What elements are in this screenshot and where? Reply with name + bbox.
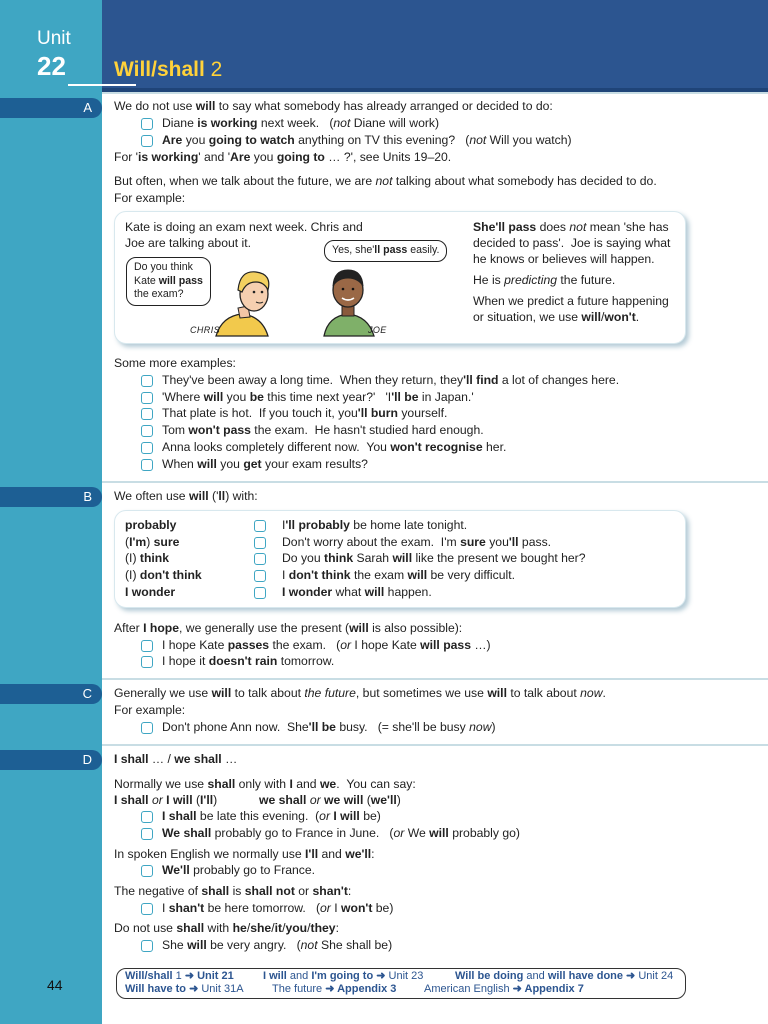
section-tab-a: A [0,98,102,118]
xref-will-going-to[interactable]: I will and I'm going to ➜ Unit 23 [263,970,424,982]
a-more-3: That plate is hot. If you touch it, you'll burn yourself. [141,405,447,422]
a-more-5: Anna looks completely different now. You won't recognise her. [141,439,506,456]
b-example-2: Don't worry about the exam. I'm sure you'll pass. [254,534,551,551]
d-example-5: She will be very angry. (not She shall be) [141,937,392,954]
caption-joe: JOE [368,325,387,335]
panel-text-1: Kate is doing an exam next week. Chris and [125,220,363,234]
a-more-examples: Some more examples: [114,356,236,370]
unit-underline [68,84,136,86]
a-more-6: When will you get your exam results? [141,456,368,473]
a-para-2: For example: [114,191,186,205]
page-title [114,57,222,83]
a-example-2: Are you going to watch anything on TV this evening? (not Will you watch) [141,132,572,149]
bubble-joe: Yes, she'll pass easily. [324,240,447,262]
a-more-1: They've been away a long time. When they return, they'll find a lot of changes here. [141,372,619,389]
divider-d [102,744,768,746]
d-example-3: We'll probably go to France. [141,862,315,879]
a-reference: For 'is working' and 'Are you going to … ?', see Units 19–20. [114,150,452,164]
section-tab-b: B [0,487,102,507]
b-hope-2: I hope it doesn't rain tomorrow. [141,653,334,670]
a-more-4: Tom won't pass the exam. He hasn't studied hard enough. [141,422,484,439]
b-word-sure: (I'm) sure [125,535,180,549]
a-para-1: But often, when we talk about the future, we are not talking about what somebody has decided to do. [114,174,657,188]
panel-right-2: He is predicting the future. [473,273,616,287]
b-word-think: (I) think [125,551,170,565]
panel-right-1c: he knows or believes will happen. [473,252,655,266]
c-example-1: Don't phone Ann now. She'll be busy. (= she'll be busy now) [141,719,496,736]
page-number: 44 [47,977,63,993]
b-example-5: I wonder what will happen. [254,584,432,601]
d-line-3: In spoken English we normally use I'll and we'll: [114,847,375,861]
b-example-4: I don't think the exam will be very difficult. [254,567,515,584]
bubble-chris: Do you think Kate will pass the exam? [126,257,211,306]
d-line-2a: I shall or I will (I'll) [114,793,218,807]
panel-right-1b: decided to pass'. Joe is saying what [473,236,671,250]
b-word-probably: probably [125,518,177,532]
b-word-wonder: I wonder [125,585,176,599]
a-example-1: Diane is working next week. (not Diane will work) [141,115,439,132]
b-example-1: I'll probably be home late tonight. [254,517,467,534]
xref-american-english[interactable]: American English ➜ Appendix 7 [424,983,584,995]
d-example-2: We shall probably go to France in June. (or We will probably go) [141,825,520,842]
xref-will-have-to[interactable]: Will have to ➜ Unit 31A [125,983,244,995]
panel-right-3a: When we predict a future happening [473,294,669,308]
c-intro: Generally we use will to talk about the future, but sometimes we use will to talk about now. [114,686,606,700]
xref-future[interactable]: The future ➜ Appendix 3 [272,983,397,995]
title-rest: 2 [204,58,223,81]
c-forexample: For example: [114,703,186,717]
d-line-4: The negative of shall is shall not or shan't: [114,884,352,898]
section-tab-c: C [0,684,102,704]
panel-text-2: Joe are talking about it. [125,236,252,250]
divider-c [102,678,768,680]
title-bold: Will/shall [114,58,205,81]
sidebar [0,0,102,1024]
d-example-1: I shall be late this evening. (or I will be) [141,808,381,825]
b-example-3: Do you think Sarah will like the present we bought her? [254,550,586,567]
b-intro: We often use will ('ll) with: [114,489,258,503]
xref-will-shall-1[interactable]: Will/shall 1 ➜ Unit 21 [125,970,234,982]
d-line-5: Do not use shall with he/she/it/you/they: [114,921,339,935]
xref-will-be-doing[interactable]: Will be doing and will have done ➜ Unit 24 [455,970,674,982]
unit-number: 22 [37,51,66,81]
unit-label [30,26,102,88]
d-line-1: Normally we use shall only with I and we. You can say: [114,777,416,791]
d-example-4: I shan't be here tomorrow. (or I won't be) [141,900,393,917]
b-hope-1: I hope Kate passes the exam. (or I hope Kate will pass …) [141,637,491,654]
panel-right-3b: or situation, we use will/won't. [473,310,640,324]
caption-chris: CHRIS [190,325,221,335]
d-line-2b: we shall or we will (we'll) [259,793,401,807]
b-word-dont-think: (I) don't think [125,568,202,582]
cross-reference-box [116,968,686,999]
panel-right-1a: She'll pass does not mean 'she has [473,220,669,234]
a-intro: We do not use will to say what somebody has already arranged or decided to do: [114,99,553,113]
d-head: I shall … / we shall … [114,752,238,766]
divider-b [102,481,768,483]
unit-word: Unit [37,28,71,49]
divider-a [102,92,768,94]
b-hope: After I hope, we generally use the present (will is also possible): [114,621,463,635]
section-tab-d: D [0,750,102,770]
a-more-2: 'Where will you be this time next year?' 'I'll be in Japan.' [141,389,474,406]
